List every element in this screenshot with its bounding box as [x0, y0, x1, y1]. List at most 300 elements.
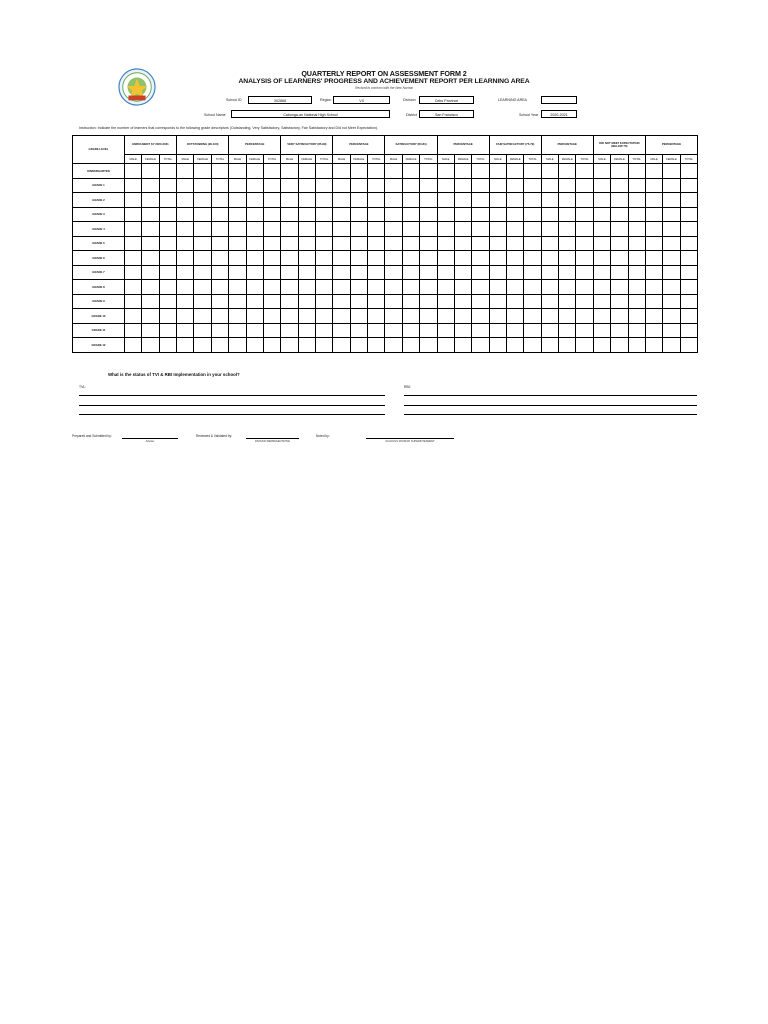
data-cell[interactable]	[645, 309, 662, 324]
data-cell[interactable]	[680, 193, 697, 208]
data-cell[interactable]	[194, 294, 211, 309]
data-cell[interactable]	[159, 178, 176, 193]
data-cell[interactable]	[350, 207, 367, 222]
data-cell[interactable]	[402, 222, 419, 237]
data-cell[interactable]	[333, 236, 350, 251]
data-cell[interactable]	[593, 323, 610, 338]
data-cell[interactable]	[454, 178, 471, 193]
rbi-answer-line-2[interactable]	[404, 405, 697, 406]
data-cell[interactable]	[229, 280, 246, 295]
data-cell[interactable]	[368, 309, 385, 324]
data-cell[interactable]	[333, 294, 350, 309]
data-cell[interactable]	[663, 178, 680, 193]
data-cell[interactable]	[437, 338, 454, 353]
data-cell[interactable]	[507, 294, 524, 309]
data-cell[interactable]	[559, 338, 576, 353]
data-cell[interactable]	[316, 222, 333, 237]
data-cell[interactable]	[246, 338, 263, 353]
data-cell[interactable]	[541, 236, 558, 251]
data-cell[interactable]	[454, 323, 471, 338]
data-cell[interactable]	[246, 222, 263, 237]
data-cell[interactable]	[611, 309, 628, 324]
data-cell[interactable]	[316, 323, 333, 338]
data-cell[interactable]	[645, 164, 662, 179]
rbi-answer-line-1[interactable]	[404, 395, 697, 396]
data-cell[interactable]	[385, 265, 402, 280]
data-cell[interactable]	[125, 236, 142, 251]
data-cell[interactable]	[593, 265, 610, 280]
data-cell[interactable]	[489, 280, 506, 295]
data-cell[interactable]	[628, 178, 645, 193]
data-cell[interactable]	[316, 309, 333, 324]
data-cell[interactable]	[316, 280, 333, 295]
data-cell[interactable]	[472, 164, 489, 179]
data-cell[interactable]	[593, 164, 610, 179]
data-cell[interactable]	[524, 236, 541, 251]
data-cell[interactable]	[350, 178, 367, 193]
data-cell[interactable]	[437, 309, 454, 324]
data-cell[interactable]	[611, 265, 628, 280]
data-cell[interactable]	[472, 236, 489, 251]
data-cell[interactable]	[194, 222, 211, 237]
data-cell[interactable]	[368, 323, 385, 338]
data-cell[interactable]	[229, 309, 246, 324]
data-cell[interactable]	[524, 251, 541, 266]
data-cell[interactable]	[316, 164, 333, 179]
data-cell[interactable]	[593, 193, 610, 208]
data-cell[interactable]	[211, 309, 228, 324]
data-cell[interactable]	[628, 294, 645, 309]
data-cell[interactable]	[507, 207, 524, 222]
data-cell[interactable]	[333, 207, 350, 222]
data-cell[interactable]	[402, 323, 419, 338]
data-cell[interactable]	[489, 338, 506, 353]
prepared-by-signature-line[interactable]	[122, 438, 178, 439]
data-cell[interactable]	[402, 164, 419, 179]
district-field[interactable]: San Francisco	[419, 110, 474, 118]
data-cell[interactable]	[159, 236, 176, 251]
data-cell[interactable]	[229, 338, 246, 353]
data-cell[interactable]	[159, 265, 176, 280]
data-cell[interactable]	[559, 309, 576, 324]
data-cell[interactable]	[420, 265, 437, 280]
data-cell[interactable]	[524, 265, 541, 280]
data-cell[interactable]	[645, 178, 662, 193]
data-cell[interactable]	[645, 193, 662, 208]
data-cell[interactable]	[472, 222, 489, 237]
data-cell[interactable]	[472, 294, 489, 309]
data-cell[interactable]	[229, 251, 246, 266]
data-cell[interactable]	[316, 193, 333, 208]
data-cell[interactable]	[454, 164, 471, 179]
data-cell[interactable]	[125, 251, 142, 266]
data-cell[interactable]	[507, 178, 524, 193]
data-cell[interactable]	[611, 338, 628, 353]
data-cell[interactable]	[125, 178, 142, 193]
data-cell[interactable]	[298, 236, 315, 251]
data-cell[interactable]	[177, 338, 194, 353]
data-cell[interactable]	[385, 251, 402, 266]
data-cell[interactable]	[194, 207, 211, 222]
data-cell[interactable]	[142, 323, 159, 338]
data-cell[interactable]	[263, 222, 280, 237]
data-cell[interactable]	[593, 309, 610, 324]
data-cell[interactable]	[507, 265, 524, 280]
data-cell[interactable]	[263, 265, 280, 280]
data-cell[interactable]	[489, 193, 506, 208]
data-cell[interactable]	[177, 294, 194, 309]
data-cell[interactable]	[507, 280, 524, 295]
data-cell[interactable]	[420, 309, 437, 324]
data-cell[interactable]	[489, 294, 506, 309]
rbi-answer-line-3[interactable]	[404, 414, 697, 415]
data-cell[interactable]	[333, 265, 350, 280]
data-cell[interactable]	[628, 338, 645, 353]
data-cell[interactable]	[333, 323, 350, 338]
data-cell[interactable]	[472, 178, 489, 193]
data-cell[interactable]	[576, 193, 593, 208]
data-cell[interactable]	[645, 222, 662, 237]
data-cell[interactable]	[368, 207, 385, 222]
data-cell[interactable]	[576, 294, 593, 309]
data-cell[interactable]	[177, 251, 194, 266]
data-cell[interactable]	[159, 207, 176, 222]
data-cell[interactable]	[663, 265, 680, 280]
data-cell[interactable]	[680, 309, 697, 324]
data-cell[interactable]	[454, 251, 471, 266]
data-cell[interactable]	[489, 222, 506, 237]
data-cell[interactable]	[663, 222, 680, 237]
data-cell[interactable]	[472, 280, 489, 295]
data-cell[interactable]	[368, 222, 385, 237]
data-cell[interactable]	[298, 193, 315, 208]
data-cell[interactable]	[437, 207, 454, 222]
data-cell[interactable]	[524, 193, 541, 208]
data-cell[interactable]	[125, 193, 142, 208]
data-cell[interactable]	[663, 251, 680, 266]
data-cell[interactable]	[489, 164, 506, 179]
data-cell[interactable]	[211, 280, 228, 295]
data-cell[interactable]	[524, 164, 541, 179]
data-cell[interactable]	[159, 294, 176, 309]
data-cell[interactable]	[298, 207, 315, 222]
data-cell[interactable]	[524, 338, 541, 353]
data-cell[interactable]	[298, 251, 315, 266]
data-cell[interactable]	[385, 178, 402, 193]
data-cell[interactable]	[177, 193, 194, 208]
data-cell[interactable]	[507, 323, 524, 338]
data-cell[interactable]	[246, 164, 263, 179]
data-cell[interactable]	[350, 309, 367, 324]
data-cell[interactable]	[541, 294, 558, 309]
data-cell[interactable]	[420, 323, 437, 338]
data-cell[interactable]	[194, 309, 211, 324]
data-cell[interactable]	[298, 265, 315, 280]
data-cell[interactable]	[576, 222, 593, 237]
data-cell[interactable]	[368, 236, 385, 251]
data-cell[interactable]	[368, 251, 385, 266]
data-cell[interactable]	[177, 323, 194, 338]
data-cell[interactable]	[489, 178, 506, 193]
data-cell[interactable]	[454, 236, 471, 251]
data-cell[interactable]	[316, 294, 333, 309]
data-cell[interactable]	[385, 309, 402, 324]
data-cell[interactable]	[125, 323, 142, 338]
data-cell[interactable]	[263, 207, 280, 222]
data-cell[interactable]	[142, 294, 159, 309]
data-cell[interactable]	[645, 294, 662, 309]
data-cell[interactable]	[350, 280, 367, 295]
data-cell[interactable]	[194, 323, 211, 338]
data-cell[interactable]	[246, 236, 263, 251]
data-cell[interactable]	[385, 236, 402, 251]
data-cell[interactable]	[507, 236, 524, 251]
data-cell[interactable]	[263, 309, 280, 324]
data-cell[interactable]	[489, 323, 506, 338]
data-cell[interactable]	[194, 193, 211, 208]
data-cell[interactable]	[142, 236, 159, 251]
data-cell[interactable]	[350, 236, 367, 251]
data-cell[interactable]	[281, 251, 298, 266]
data-cell[interactable]	[437, 280, 454, 295]
data-cell[interactable]	[472, 265, 489, 280]
data-cell[interactable]	[680, 178, 697, 193]
data-cell[interactable]	[385, 193, 402, 208]
data-cell[interactable]	[507, 309, 524, 324]
data-cell[interactable]	[263, 280, 280, 295]
data-cell[interactable]	[385, 280, 402, 295]
data-cell[interactable]	[437, 193, 454, 208]
data-cell[interactable]	[125, 294, 142, 309]
data-cell[interactable]	[316, 338, 333, 353]
data-cell[interactable]	[385, 294, 402, 309]
data-cell[interactable]	[125, 280, 142, 295]
data-cell[interactable]	[524, 309, 541, 324]
data-cell[interactable]	[402, 236, 419, 251]
data-cell[interactable]	[281, 164, 298, 179]
data-cell[interactable]	[593, 236, 610, 251]
data-cell[interactable]	[263, 323, 280, 338]
learning-area-field[interactable]	[541, 96, 577, 104]
data-cell[interactable]	[229, 222, 246, 237]
data-cell[interactable]	[489, 251, 506, 266]
data-cell[interactable]	[125, 338, 142, 353]
data-cell[interactable]	[663, 193, 680, 208]
data-cell[interactable]	[628, 193, 645, 208]
data-cell[interactable]	[125, 222, 142, 237]
data-cell[interactable]	[211, 164, 228, 179]
data-cell[interactable]	[333, 280, 350, 295]
data-cell[interactable]	[680, 280, 697, 295]
data-cell[interactable]	[298, 178, 315, 193]
data-cell[interactable]	[211, 323, 228, 338]
data-cell[interactable]	[177, 280, 194, 295]
data-cell[interactable]	[507, 251, 524, 266]
data-cell[interactable]	[507, 164, 524, 179]
data-cell[interactable]	[611, 280, 628, 295]
data-cell[interactable]	[333, 178, 350, 193]
data-cell[interactable]	[246, 323, 263, 338]
data-cell[interactable]	[316, 178, 333, 193]
data-cell[interactable]	[263, 236, 280, 251]
data-cell[interactable]	[281, 265, 298, 280]
data-cell[interactable]	[229, 323, 246, 338]
region-field[interactable]: VII	[333, 96, 390, 104]
data-cell[interactable]	[316, 265, 333, 280]
data-cell[interactable]	[420, 164, 437, 179]
data-cell[interactable]	[437, 323, 454, 338]
data-cell[interactable]	[281, 236, 298, 251]
data-cell[interactable]	[211, 178, 228, 193]
data-cell[interactable]	[645, 251, 662, 266]
data-cell[interactable]	[593, 294, 610, 309]
data-cell[interactable]	[246, 280, 263, 295]
data-cell[interactable]	[576, 207, 593, 222]
data-cell[interactable]	[507, 222, 524, 237]
data-cell[interactable]	[576, 323, 593, 338]
data-cell[interactable]	[593, 222, 610, 237]
data-cell[interactable]	[472, 251, 489, 266]
data-cell[interactable]	[142, 222, 159, 237]
data-cell[interactable]	[454, 309, 471, 324]
data-cell[interactable]	[333, 338, 350, 353]
data-cell[interactable]	[454, 222, 471, 237]
data-cell[interactable]	[229, 193, 246, 208]
data-cell[interactable]	[576, 236, 593, 251]
data-cell[interactable]	[559, 323, 576, 338]
data-cell[interactable]	[645, 265, 662, 280]
data-cell[interactable]	[489, 265, 506, 280]
data-cell[interactable]	[559, 265, 576, 280]
data-cell[interactable]	[177, 164, 194, 179]
tvl-answer-line-3[interactable]	[79, 414, 385, 415]
data-cell[interactable]	[645, 236, 662, 251]
data-cell[interactable]	[628, 164, 645, 179]
data-cell[interactable]	[281, 280, 298, 295]
data-cell[interactable]	[211, 207, 228, 222]
data-cell[interactable]	[680, 323, 697, 338]
data-cell[interactable]	[281, 338, 298, 353]
data-cell[interactable]	[211, 222, 228, 237]
data-cell[interactable]	[246, 193, 263, 208]
data-cell[interactable]	[159, 251, 176, 266]
data-cell[interactable]	[593, 251, 610, 266]
data-cell[interactable]	[559, 178, 576, 193]
data-cell[interactable]	[263, 193, 280, 208]
data-cell[interactable]	[211, 251, 228, 266]
data-cell[interactable]	[420, 338, 437, 353]
data-cell[interactable]	[298, 164, 315, 179]
data-cell[interactable]	[559, 193, 576, 208]
data-cell[interactable]	[333, 193, 350, 208]
data-cell[interactable]	[402, 280, 419, 295]
data-cell[interactable]	[316, 236, 333, 251]
data-cell[interactable]	[472, 338, 489, 353]
data-cell[interactable]	[350, 222, 367, 237]
data-cell[interactable]	[576, 251, 593, 266]
data-cell[interactable]	[142, 309, 159, 324]
data-cell[interactable]	[385, 164, 402, 179]
data-cell[interactable]	[142, 207, 159, 222]
school-year-field[interactable]: 2020-2021	[541, 110, 577, 118]
data-cell[interactable]	[541, 309, 558, 324]
data-cell[interactable]	[524, 323, 541, 338]
tvl-answer-line-2[interactable]	[79, 405, 385, 406]
data-cell[interactable]	[524, 222, 541, 237]
data-cell[interactable]	[368, 294, 385, 309]
data-cell[interactable]	[541, 251, 558, 266]
data-cell[interactable]	[559, 251, 576, 266]
data-cell[interactable]	[194, 164, 211, 179]
data-cell[interactable]	[420, 280, 437, 295]
data-cell[interactable]	[524, 178, 541, 193]
division-field[interactable]: Cebu Province	[419, 96, 474, 104]
data-cell[interactable]	[489, 236, 506, 251]
data-cell[interactable]	[350, 338, 367, 353]
data-cell[interactable]	[368, 265, 385, 280]
data-cell[interactable]	[611, 323, 628, 338]
data-cell[interactable]	[489, 207, 506, 222]
data-cell[interactable]	[194, 265, 211, 280]
data-cell[interactable]	[576, 164, 593, 179]
data-cell[interactable]	[194, 251, 211, 266]
data-cell[interactable]	[281, 207, 298, 222]
data-cell[interactable]	[177, 236, 194, 251]
data-cell[interactable]	[350, 164, 367, 179]
data-cell[interactable]	[333, 222, 350, 237]
school-id-field[interactable]: 302868	[248, 96, 312, 104]
data-cell[interactable]	[437, 294, 454, 309]
data-cell[interactable]	[489, 309, 506, 324]
data-cell[interactable]	[663, 164, 680, 179]
data-cell[interactable]	[680, 338, 697, 353]
data-cell[interactable]	[663, 338, 680, 353]
data-cell[interactable]	[298, 323, 315, 338]
data-cell[interactable]	[472, 193, 489, 208]
data-cell[interactable]	[541, 178, 558, 193]
data-cell[interactable]	[263, 338, 280, 353]
data-cell[interactable]	[420, 222, 437, 237]
data-cell[interactable]	[142, 251, 159, 266]
data-cell[interactable]	[472, 207, 489, 222]
data-cell[interactable]	[316, 207, 333, 222]
data-cell[interactable]	[680, 207, 697, 222]
data-cell[interactable]	[541, 323, 558, 338]
data-cell[interactable]	[663, 309, 680, 324]
data-cell[interactable]	[437, 265, 454, 280]
data-cell[interactable]	[472, 309, 489, 324]
data-cell[interactable]	[246, 178, 263, 193]
data-cell[interactable]	[402, 207, 419, 222]
data-cell[interactable]	[663, 294, 680, 309]
data-cell[interactable]	[576, 280, 593, 295]
data-cell[interactable]	[246, 207, 263, 222]
data-cell[interactable]	[298, 280, 315, 295]
data-cell[interactable]	[663, 207, 680, 222]
data-cell[interactable]	[593, 338, 610, 353]
data-cell[interactable]	[576, 178, 593, 193]
data-cell[interactable]	[142, 265, 159, 280]
data-cell[interactable]	[524, 280, 541, 295]
data-cell[interactable]	[454, 193, 471, 208]
data-cell[interactable]	[142, 178, 159, 193]
data-cell[interactable]	[559, 236, 576, 251]
data-cell[interactable]	[159, 323, 176, 338]
data-cell[interactable]	[125, 265, 142, 280]
data-cell[interactable]	[645, 338, 662, 353]
data-cell[interactable]	[541, 338, 558, 353]
data-cell[interactable]	[159, 309, 176, 324]
